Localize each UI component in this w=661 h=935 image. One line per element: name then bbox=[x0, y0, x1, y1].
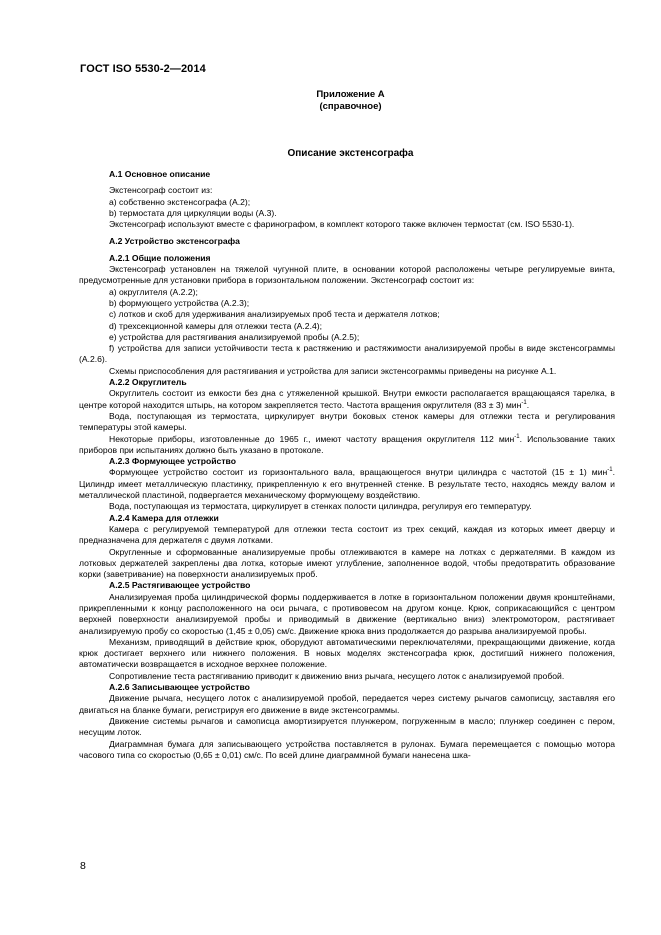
document-header: ГОСТ ISO 5530-2—2014 bbox=[80, 63, 206, 75]
paragraph bbox=[79, 388, 615, 411]
heading-a2: А.2 Устройство экстенсографа bbox=[109, 236, 240, 247]
list-item: с) лотков и скоб для удерживания анализируемых проб теста и держателя лотков; bbox=[109, 309, 440, 320]
paragraph: Схемы приспособления для растягивания и устройства для записи экстенсограммы приведены на рисунке А.1. bbox=[109, 365, 557, 376]
paragraph: Движение рычага, несущего лоток с анализируемой пробой, передается через систему рычагов самописцу, заставляя его двигаться на бланке бумаги, регистрируя его движение в виде экстенсограммы. bbox=[79, 693, 615, 715]
list-item: f) устройства для записи устойчивости теста к растяжению и растяжимости анализируемой пробы в виде экстенсограммы (А.2.6). bbox=[79, 343, 615, 365]
page-number: 8 bbox=[80, 860, 86, 872]
heading-a2-5: А.2.5 Растягивающее устройство bbox=[109, 580, 251, 591]
annex-title: Приложение А bbox=[316, 89, 385, 100]
heading-a2-3: А.2.3 Формующее устройство bbox=[109, 456, 236, 467]
paragraph: Вода, поступающая из термостата, циркулирует в стенках полости цилиндра, регулируя его температуру. bbox=[109, 501, 532, 512]
superscript: -1 bbox=[607, 467, 613, 474]
paragraph: Диаграммная бумага для записывающего устройства поставляется в рулонах. Бумага перемещается с помощью мотора часового типа со скоростью (0,65 ± 0,01) см/с. По всей длине диаграммной бумаги нанесена шка- bbox=[79, 738, 615, 760]
list-item: а) собственно экстенсографа (А.2); bbox=[109, 196, 251, 207]
list-item: е) устройства для растягивания анализируемой пробы (А.2.5); bbox=[109, 331, 360, 342]
paragraph: Экстенсограф состоит из: bbox=[109, 185, 213, 196]
paragraph bbox=[79, 434, 615, 457]
heading-a2-4: А.2.4 Камера для отлежки bbox=[109, 512, 219, 523]
list-item: а) округлителя (А.2.2); bbox=[109, 286, 198, 297]
text-span: . Цилиндр имеет металлическую пластинку, прикрепленную к его внутренней стенке. В результате тесто, находясь между валом и металлической пластиной, подвергается механическому формующему воздействию. bbox=[79, 467, 615, 501]
annex-title-block bbox=[0, 89, 661, 113]
paragraph: Вода, поступающая из термостата, циркулирует внутри боковых стенок камеры для отлежки теста и регулирования температуры этой камеры. bbox=[79, 410, 615, 433]
text-span: Некоторые приборы, изготовленные до 1965 г., имеют частоту вращения округлителя 112 мин bbox=[109, 433, 515, 444]
text-span: . Использование таких приборов при испытаниях должно быть указано в протоколе. bbox=[79, 433, 615, 455]
superscript: -1 bbox=[521, 399, 527, 406]
heading-a2-6: А.2.6 Записывающее устройство bbox=[109, 682, 250, 693]
text-span: . bbox=[526, 399, 530, 410]
section-title: Описание экстенсографа bbox=[287, 148, 414, 159]
paragraph: Движение системы рычагов и самописца амортизируется плунжером, погруженным в масло; плунжер соединен с пером, несущим лоток. bbox=[79, 715, 615, 738]
annex-subtitle: (справочное) bbox=[319, 101, 382, 112]
text-span: Округлитель состоит из емкости без дна с утяжеленной крышкой. Внутри емкости располагается вращающаяся тарелка, в центре которой находится штырь, на котором закрепляется тесто. Частота вращения округлителя (83 ± 3) мин bbox=[79, 388, 615, 410]
list-item: b) формующего устройства (А.2.3); bbox=[109, 297, 250, 308]
document-body bbox=[79, 169, 615, 761]
paragraph bbox=[79, 467, 615, 501]
paragraph: Экстенсограф используют вместе с фаринографом, в комплект которого также включен термостат (см. ISO 5530-1). bbox=[109, 219, 575, 230]
heading-a1: А.1 Основное описание bbox=[109, 169, 211, 179]
paragraph: Камера с регулируемой температурой для отлежки теста состоит из трех секций, каждая из которых имеет дверцу и предназначена для держателя с двумя лотками. bbox=[79, 523, 615, 546]
list-item: d) трехсекционной камеры для отлежки теста (А.2.4); bbox=[109, 320, 322, 331]
paragraph: Экстенсограф установлен на тяжелой чугунной плите, в основании которой расположены четыре регулируемые винта, предусмотренные для установки прибора в горизонтальном положении. Экстенсограф состоит из: bbox=[79, 264, 615, 286]
paragraph: Сопротивление теста растягиванию приводит к движению вниз рычага, несущего лоток с анализируемой пробой. bbox=[109, 670, 565, 681]
heading-a2-2: А.2.2 Округлитель bbox=[109, 377, 187, 388]
text-span: Формующее устройство состоит из горизонтального вала, вращающегося внутри цилиндра с частотой (15 ± 1) мин bbox=[109, 467, 608, 478]
paragraph: Механизм, приводящий в действие крюк, оборудуют автоматическими переключателями, прекращающими движение, когда крюк достигает верхнего или нижнего положения. В новых моделях экстенсографа крюк, достигший нижнего положения, автоматически возвращается в исходное верхнее положение. bbox=[79, 636, 615, 670]
heading-a2-1: А.2.1 Общие положения bbox=[109, 252, 211, 263]
paragraph: Анализируемая проба цилиндрической формы поддерживается в лотке в горизонтальном положении двумя кронштейнами, прикрепленными к концу расположенного на оси рычага, с противовесом на другом конце. Крюк, соприкасающийся с центром верхней поверхности анализируемой пробы и приводимый в движение (вертикально вниз) электромотором, растягивает анализируемую пробу со скоростью (1,45 ± 0,05) см/с. Движение крюка вниз продолжается до разрыва анализируемой пробы. bbox=[79, 591, 615, 636]
superscript: -1 bbox=[514, 433, 520, 440]
paragraph: Округленные и сформованные анализируемые пробы отлеживаются в камере на лотках с держателями. В каждом из лотковых держателей закреплены два лотка, которые имеют углубление, заполненное водой, чтобы предотвратить образование корки (заветривание) на поверхности анализируемых проб. bbox=[79, 546, 615, 580]
list-item: b) термостата для циркуляции воды (А.3). bbox=[109, 207, 277, 218]
